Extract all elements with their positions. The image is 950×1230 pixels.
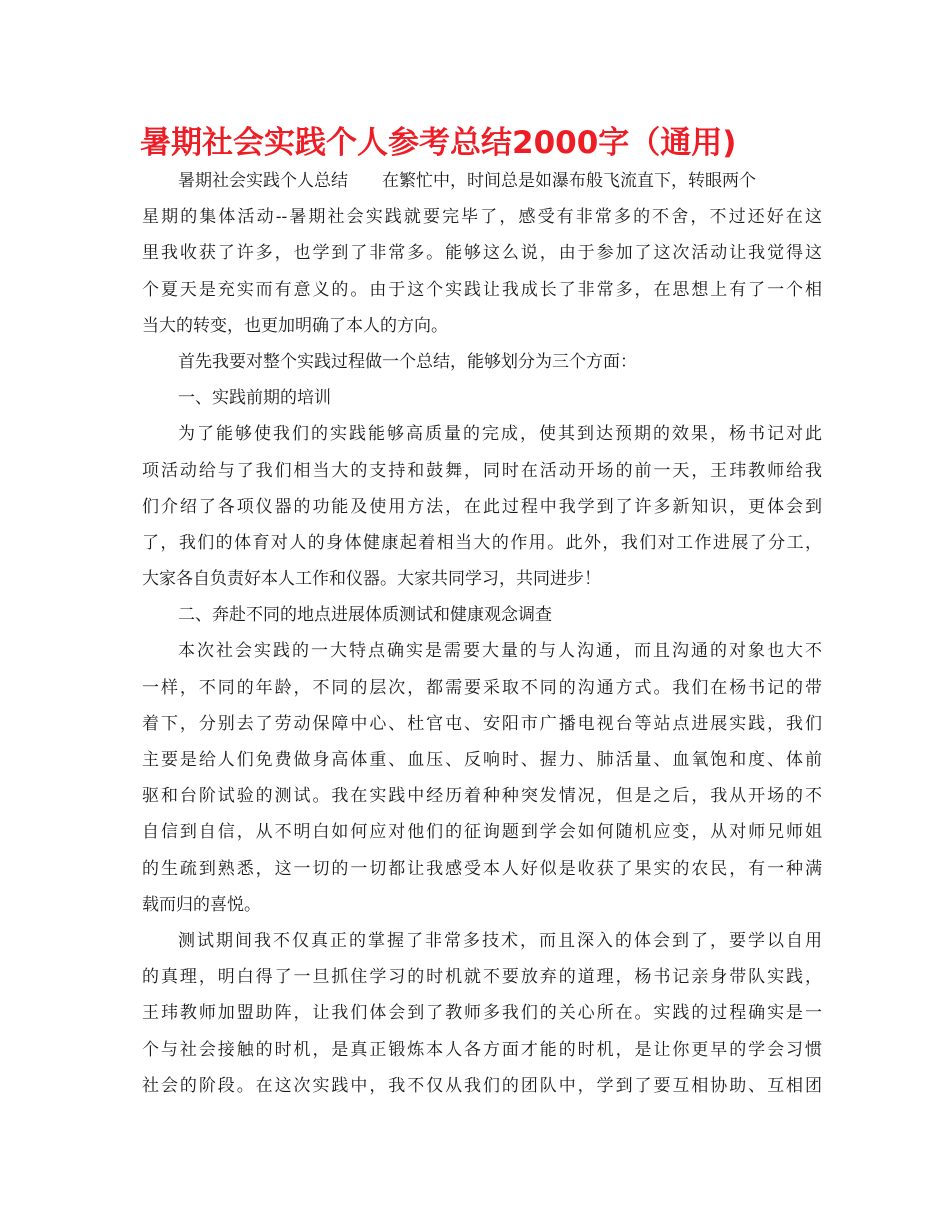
paragraph-line: 自信到自信，从不明白如何应对他们的征询题到学会如何随机应变，从对师兄师姐 [142,822,822,843]
paragraph-line: 们介绍了各项仪器的功能及使用方法，在此过程中我学到了许多新知识，更体会到 [142,496,822,517]
paragraph-line: 驱和台阶试验的测试。我在实践中经历着种种突发情况，但是之后，我从开场的不 [142,786,822,807]
paragraph-line: 当大的转变，也更加明确了本人的方向。 [142,315,448,336]
paragraph-line: 的生疏到熟悉，这一切的一切都让我感受本人好似是收获了果实的农民，有一种满 [142,858,822,879]
paragraph-line: 王玮教师加盟助阵，让我们体会到了教师多我们的关心所在。实践的过程确实是一 [142,1003,822,1024]
paragraph-line: 着下，分别去了劳动保障中心、杜官屯、安阳市广播电视台等站点进展实践，我们 [142,713,822,734]
paragraph-line: 为了能够使我们的实践能够高质量的完成，使其到达预期的效果，杨书记对此 [178,424,822,445]
document-title: 暑期社会实践个人参考总结2000字（通用) [140,125,737,161]
paragraph-line: 项活动给与了我们相当大的支持和鼓舞，同时在活动开场的前一天，王玮教师给我 [142,460,822,481]
paragraph-line: 测试期间我不仅真正的掌握了非常多技术，而且深入的体会到了，要学以自用 [178,930,822,951]
section-heading: 一、实践前期的培训 [178,388,331,409]
paragraph-line: 了，我们的体育对人的身体健康起着相当大的作用。此外，我们对工作进展了分工， [142,532,822,553]
paragraph-line: 个与社会接触的时机，是真正锻炼本人各方面才能的时机，是让你更早的学会习惯 [142,1039,822,1060]
document-body [142,163,822,1104]
section-heading: 二、奔赴不同的地点进展体质测试和健康观念调查 [178,605,552,626]
paragraph-line: 里我收获了许多，也学到了非常多。能够这么说，由于参加了这次活动让我觉得这 [142,243,822,264]
paragraph-line: 社会的阶段。在这次实践中，我不仅从我们的团队中，学到了要互相协助、互相团 [142,1075,822,1096]
paragraph-line: 大家各自负责好本人工作和仪器。大家共同学习，共同进步！ [142,569,601,590]
paragraph-line: 个夏天是充实而有意义的。由于这个实践让我成长了非常多，在思想上有了一个相 [142,279,822,300]
paragraph-line: 本次社会实践的一大特点确实是需要大量的与人沟通，而且沟通的对象也大不 [178,641,822,662]
paragraph-line: 主要是给人们免费做身高体重、血压、反响时、握力、肺活量、血氧饱和度、体前 [142,750,822,770]
paragraph-line: 载而归的喜悦。 [142,894,261,915]
paragraph-line: 星期的集体活动--暑期社会实践就要完毕了，感受有非常多的不舍，不过还好在这 [142,207,822,228]
paragraph-line: 的真理，明白得了一旦抓住学习的时机就不要放弃的道理，杨书记亲身带队实践， [142,967,822,988]
paragraph-line: 一样，不同的年龄，不同的层次，都需要采取不同的沟通方式。我们在杨书记的带 [142,677,822,698]
paragraph-line: 暑期社会实践个人总结 在繁忙中，时间总是如瀑布般飞流直下，转眼两个 [178,171,756,191]
paragraph-line: 首先我要对整个实践过程做一个总结，能够划分为三个方面： [178,351,637,372]
